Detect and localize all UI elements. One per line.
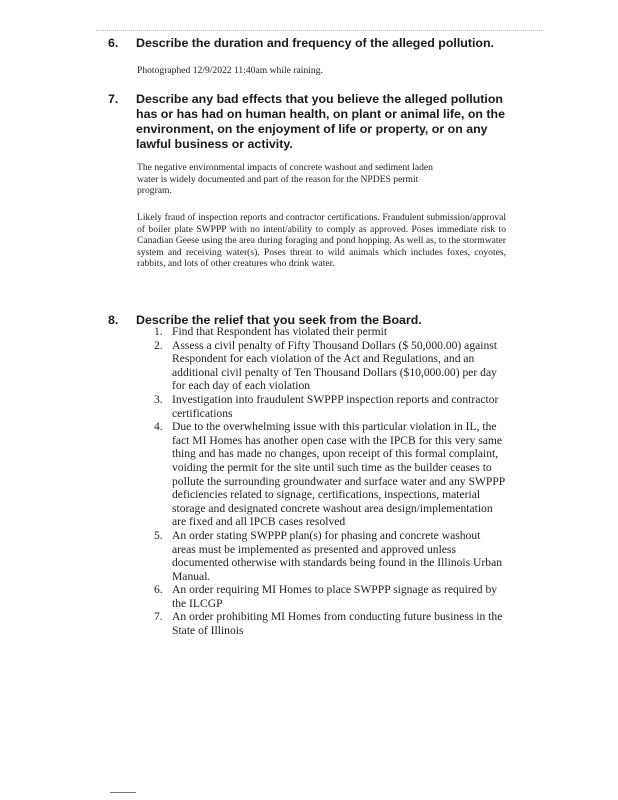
relief-item-number: 5. bbox=[154, 528, 163, 542]
relief-item bbox=[154, 610, 506, 637]
question-7 bbox=[108, 92, 508, 152]
relief-item-text: An order prohibiting MI Homes from conducting future business in the State of Illinois bbox=[172, 610, 503, 638]
relief-item-text: An order requiring MI Homes to place SWPPP signage as required by the ILCGP bbox=[172, 583, 498, 610]
question-8-number: 8. bbox=[108, 313, 119, 327]
relief-item-text: Find that Respondent has violated their permit bbox=[172, 325, 388, 338]
answer-6: Photographed 12/9/2022 11:40am while raining. bbox=[137, 65, 323, 76]
relief-item bbox=[154, 393, 506, 420]
relief-item-number: 2. bbox=[154, 338, 163, 352]
question-8-text: Describe the relief that you seek from the Board. bbox=[136, 313, 422, 327]
relief-item-text: Assess a civil penalty of Fifty Thousand Dollars ($ 50,000.00) against Respondent for each violation of the Act and Regulations, and an additional civil penalty of Ten Thousand Dollars ($10,000.00) per day for each day of each violation bbox=[172, 338, 498, 393]
relief-item-number: 7. bbox=[154, 610, 163, 624]
relief-item bbox=[154, 339, 506, 393]
relief-item bbox=[154, 583, 506, 610]
question-6-number: 6. bbox=[108, 36, 119, 50]
answer-7-paragraph-2: Likely fraud of inspection reports and contractor certifications. Fraudulent submission/approval of boiler plate SWPPP with no intent/ability to comply as approved. Poses immediate risk to Canadian Geese using the area during foraging and pond hopping. As well as, to the stormwater system and receiving water(s). Poses threat to wild animals which includes foxes, coyotes, rabbits, and lots of other creatures who drink water. bbox=[137, 212, 506, 270]
relief-item-number: 4. bbox=[154, 420, 163, 434]
relief-item-number: 3. bbox=[154, 392, 163, 406]
relief-item bbox=[154, 325, 506, 339]
answer-7-paragraph-1: The negative environmental impacts of concrete washout and sediment laden water is widely documented and part of the reason for the NPDES permit program. bbox=[137, 162, 433, 197]
relief-item-number: 6. bbox=[154, 583, 163, 597]
question-7-number: 7. bbox=[108, 92, 119, 106]
relief-item-text: Due to the overwhelming issue with this particular violation in IL, the fact MI Homes has another open case with the IPCB for this very same thing and has made no changes, upon receipt of this formal complaint, voiding the permit for the site until such time as the builder ceases to pollute the surrounding groundwater and surface water and any SWPPP deficiencies related to signage, certifications, inspections, material storage and designated concrete washout area design/implementation are fixed and all IPCB cases resolved bbox=[172, 420, 505, 529]
relief-item-number: 1. bbox=[154, 325, 163, 338]
top-divider bbox=[96, 30, 544, 31]
relief-list bbox=[154, 325, 506, 638]
relief-item bbox=[154, 420, 506, 529]
relief-item-text: An order stating SWPPP plan(s) for phasing and concrete washout areas must be implemented as presented and approved unless documented otherwise with standards being found in the Illinois Urban Manual. bbox=[172, 528, 503, 583]
relief-item bbox=[154, 529, 506, 583]
question-6 bbox=[108, 36, 508, 51]
question-7-text: Describe any bad effects that you believe the alleged pollution has or has had on human health, on plant or animal life, on the environment, on the enjoyment of life or property, or on any lawful business or activity. bbox=[136, 92, 506, 151]
relief-item-text: Investigation into fraudulent SWPPP inspection reports and contractor certifications bbox=[172, 392, 499, 420]
footer-mark bbox=[110, 792, 136, 793]
question-6-text: Describe the duration and frequency of the alleged pollution. bbox=[136, 36, 494, 50]
